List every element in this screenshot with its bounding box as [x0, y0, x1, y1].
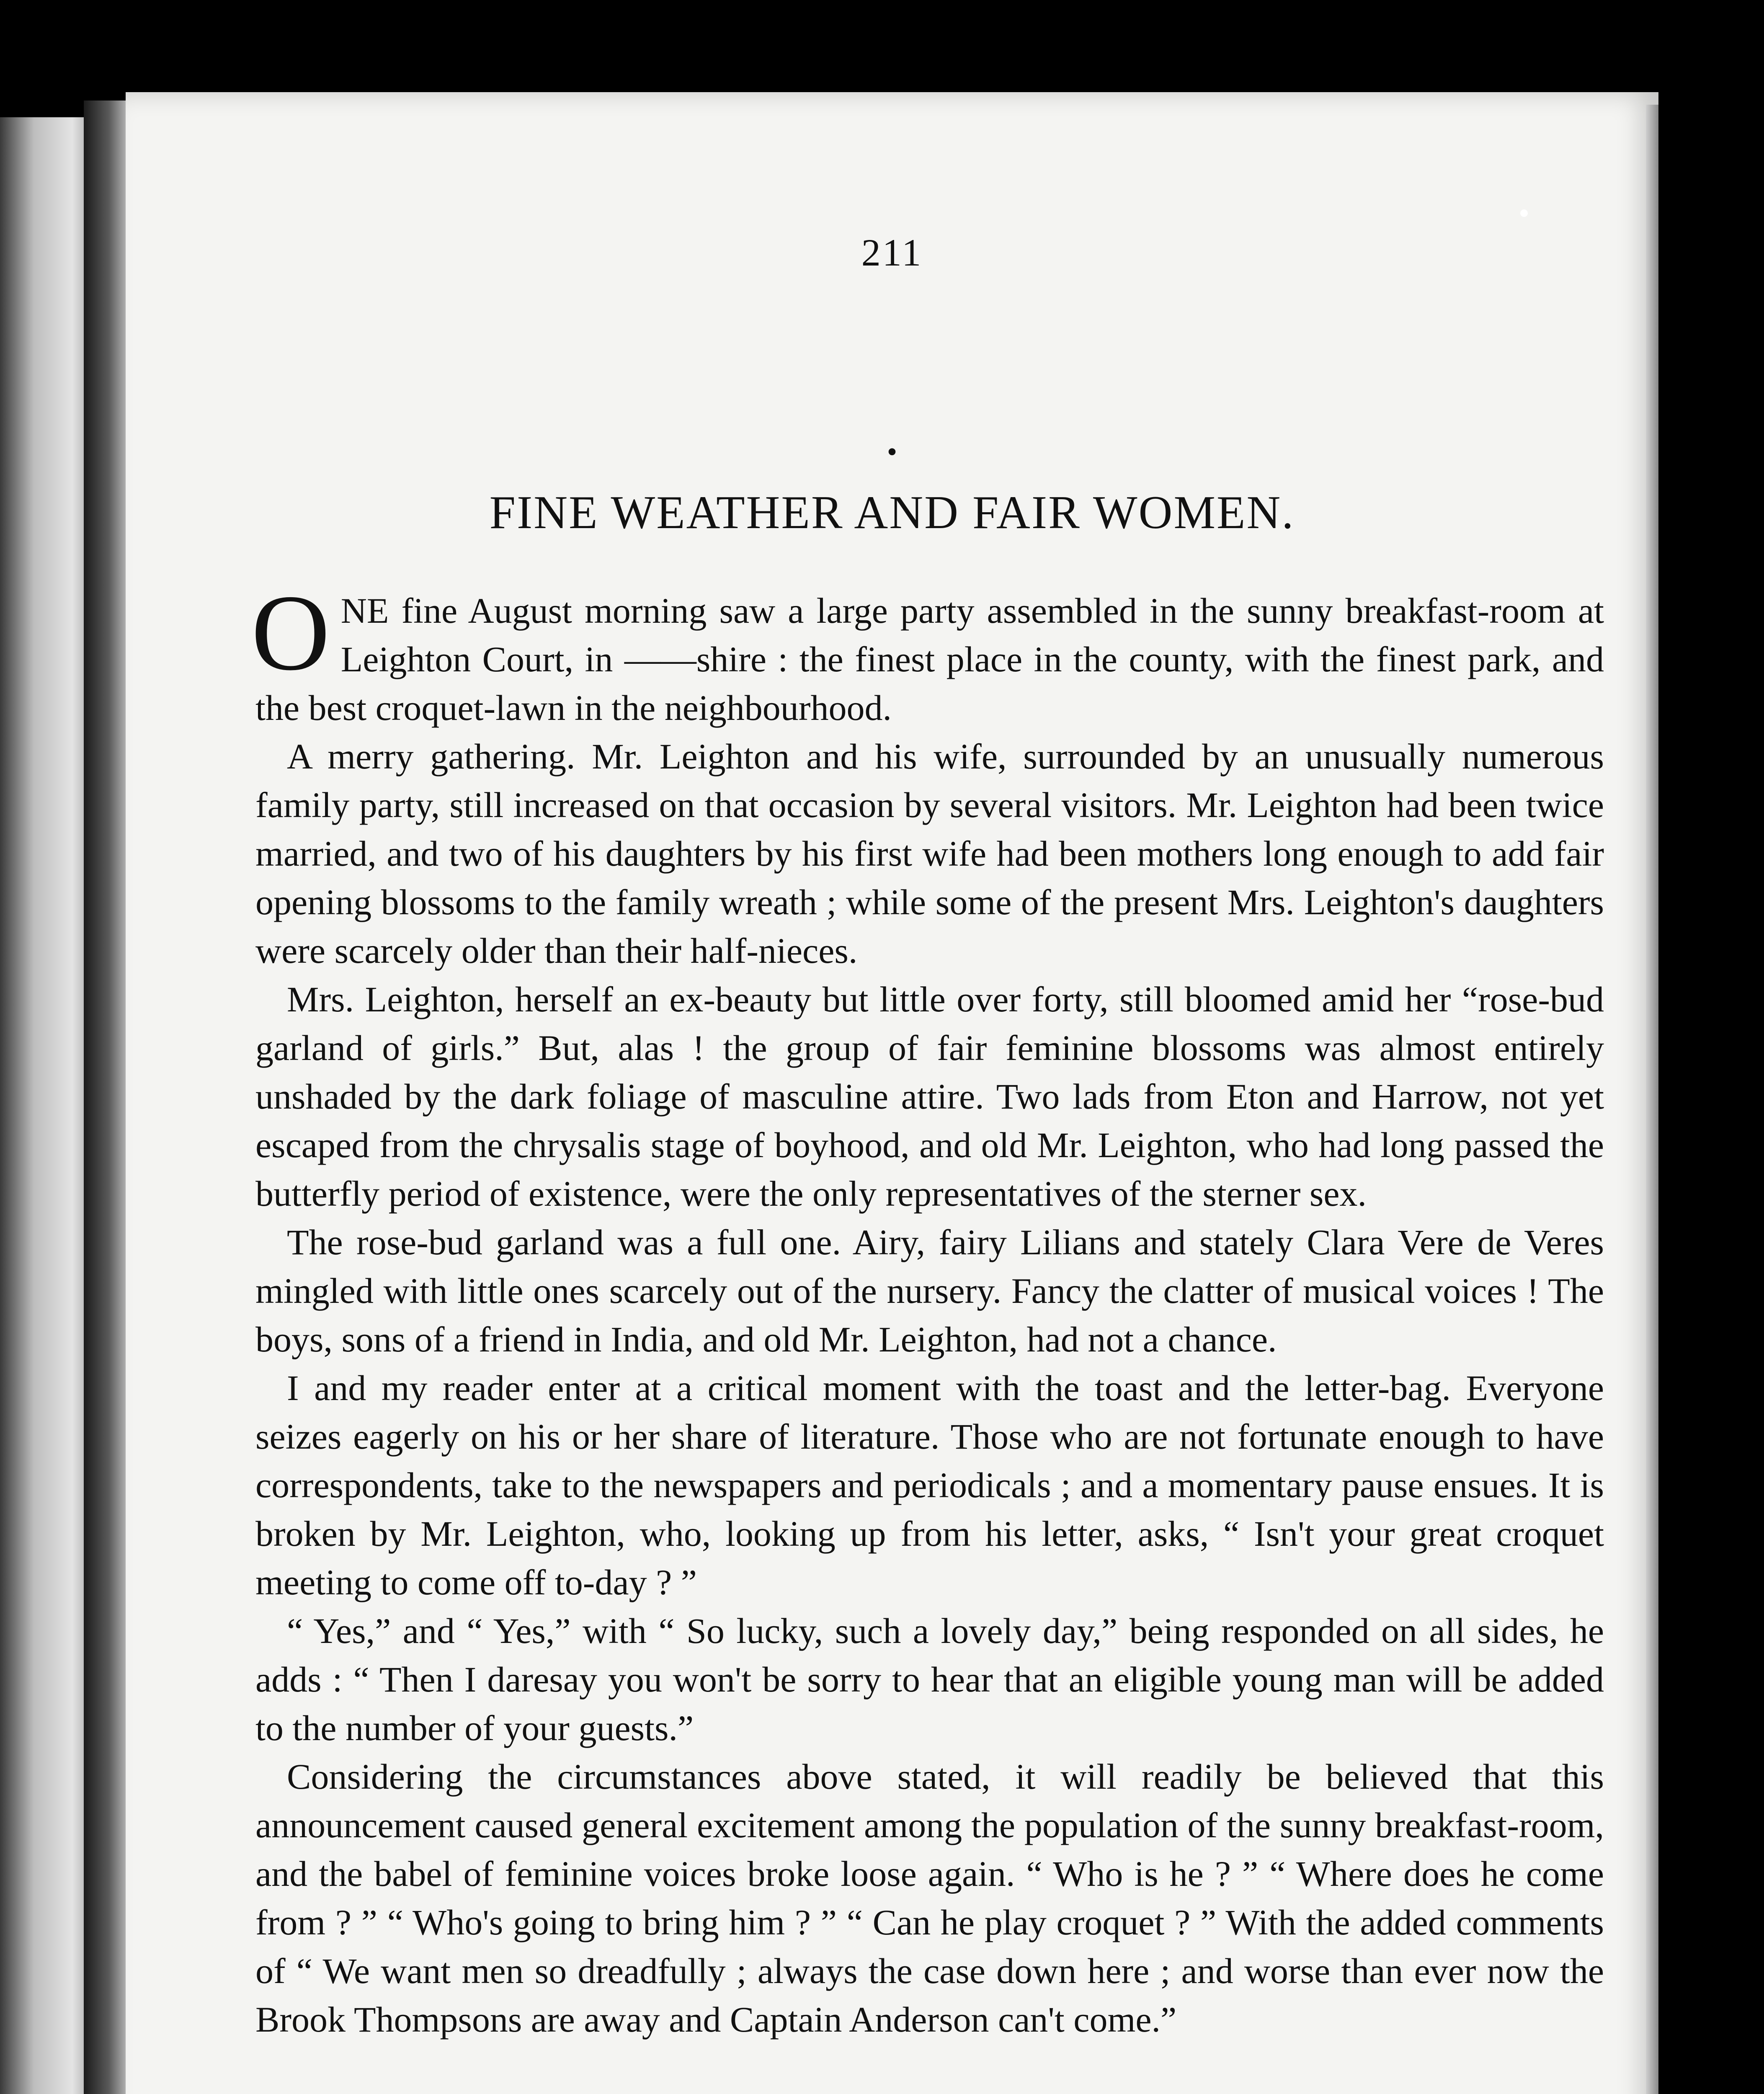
paragraph-3: Mrs. Leighton, herself an ex-beauty but little over forty, still bloomed amid her “rose-bud garland of girls.” But, alas ! the group of fair feminine blossoms was almost entirely unshaded by the dark foliage of masculine attire. Two lads from Eton and Harrow, not yet escaped from the chrysalis stage of boyhood, and old Mr. Leighton, who had long passed the butterfly period of existence, were the only representatives of the sterner sex. [255, 979, 1604, 1214]
title-ornament: • [887, 436, 897, 468]
paragraph-6: “ Yes,” and “ Yes,” with “ So lucky, such a lovely day,” being responded on all sides, he adds : “ Then I daresay you won't be sorry to hear that an eligible young man will be added to the number of your guests.” [255, 1611, 1604, 1748]
chapter-title: FINE WEATHER AND FAIR WOMEN. [489, 487, 1295, 539]
paragraph-7: Considering the circumstances above stated, it will readily be believed that this announcement caused general excitement among the population of the sunny breakfast-room, and the babel of feminine voices broke loose again. “ Who is he ? ” “ Where does he come from ? ” “ Who's going to bring him ? ” “ Can he play croquet ? ” With the added comments of “ We want men so dreadfully ; always the case down here ; and worse than ever now the Brook Thompsons are away and Captain Anderson can't come.” [255, 1756, 1604, 2040]
body-text [251, 572, 1604, 2044]
opening-caps: NE [340, 591, 389, 631]
facing-page-edge [0, 117, 96, 2094]
paragraph-5: I and my reader enter at a critical moment with the toast and the letter-bag. Everyone seizes eagerly on his or her share of literature. Those who are not fortunate enough to have correspondents, take to the newspapers and periodicals ; and a momentary pause ensues. It is broken by Mr. Leighton, who, looking up from his letter, asks, “ Isn't your great croquet meeting to come off to-day ? ” [255, 1368, 1604, 1602]
paragraph-1-text: fine August morning saw a large party assembled in the sunny breakfast-room at Leighton Court, in ——shire : the finest place in the county, with the finest park, and the best croquet-lawn in the neighbourhood. [255, 591, 1604, 728]
page-fore-edge [1646, 105, 1658, 2094]
book-page [126, 92, 1658, 2094]
drop-cap: O [251, 572, 330, 693]
scan-speck [1520, 209, 1528, 217]
paragraph-1 [251, 572, 1604, 732]
paragraph-4: The rose-bud garland was a full one. Airy, fairy Lilians and stately Clara Vere de Veres mingled with little ones scarcely out of the nursery. Fancy the clatter of musical voices ! The boys, sons of a friend in India, and old Mr. Leighton, had not a chance. [255, 1222, 1604, 1359]
page-number: 211 [861, 231, 923, 274]
paragraph-2: A merry gathering. Mr. Leighton and his wife, surrounded by an unusually numerous family party, still increased on that occasion by several visitors. Mr. Leighton had been twice married, and two of his daughters by his first wife had been mothers long enough to add fair opening blossoms to the family wreath ; while some of the present Mrs. Leighton's daughters were scarcely older than their half-nieces. [255, 736, 1604, 971]
